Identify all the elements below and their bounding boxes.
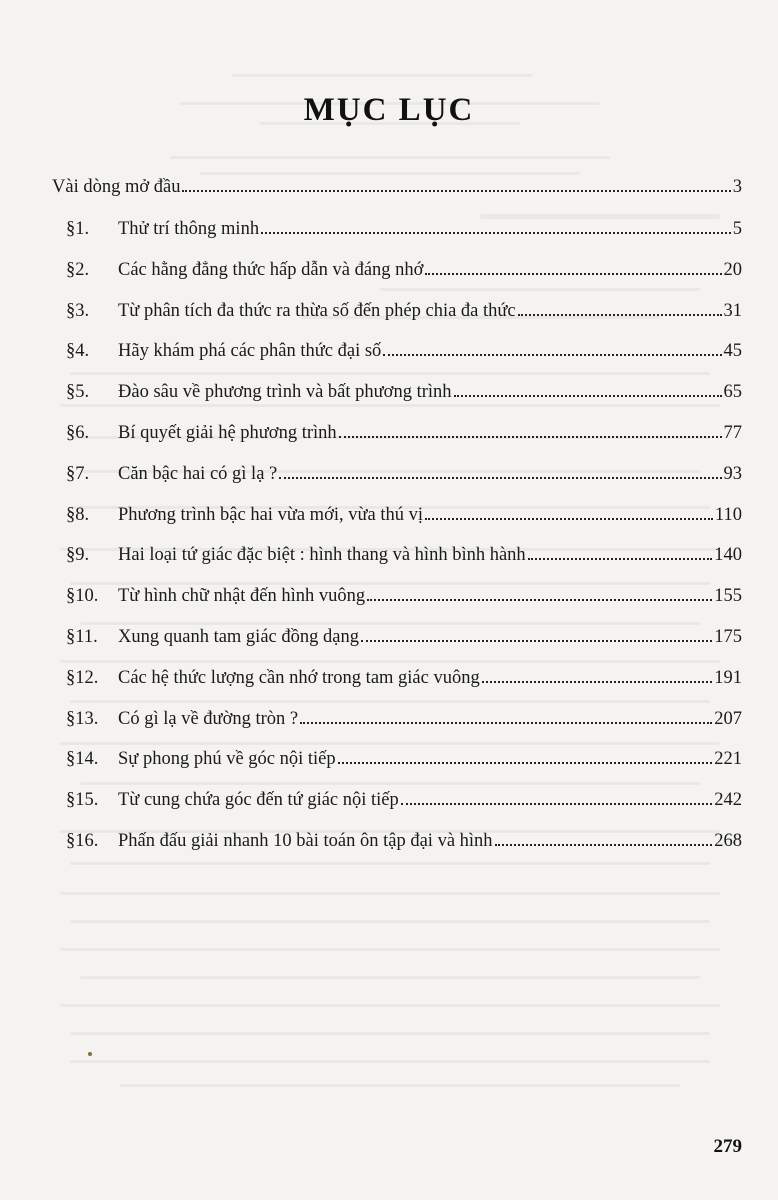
toc-entry-number: §8. — [66, 504, 90, 525]
dot-leader — [425, 272, 721, 275]
toc-entry-label: Hãy khám phá các phân thức đại số — [118, 341, 382, 362]
toc-entry-number: §6. — [66, 422, 90, 443]
toc-entry — [52, 582, 742, 623]
toc-entry-label: Vài dòng mở đầu — [52, 177, 181, 197]
toc-entry-number: §9. — [66, 545, 90, 566]
toc-entry-page: 191 — [714, 667, 742, 688]
toc-entry-label: Từ phân tích đa thức ra thừa số đến phép chia đa thức — [118, 300, 516, 321]
toc-entry-page: 175 — [714, 626, 742, 647]
toc-entry — [52, 745, 742, 786]
toc-entry-page: 31 — [723, 300, 742, 321]
dot-leader — [528, 557, 713, 560]
toc-entry-label: Từ hình chữ nhật đến hình vuông — [118, 586, 366, 607]
toc-entry-page: 45 — [723, 341, 742, 362]
table-of-contents — [52, 173, 742, 868]
toc-entry — [52, 378, 742, 419]
toc-entry-page: 93 — [723, 463, 742, 484]
toc-entry-label: Bí quyết giải hệ phương trình — [118, 422, 337, 443]
toc-entry-number: §7. — [66, 463, 90, 484]
toc-entry-number: §11. — [66, 626, 98, 647]
toc-entry-number: §12. — [66, 667, 99, 688]
toc-entry — [52, 256, 742, 297]
toc-entry-page: 140 — [714, 545, 742, 566]
toc-entry-page: 155 — [714, 586, 742, 607]
page-title: MỤC LỤC — [303, 92, 475, 128]
dot-leader — [495, 843, 713, 846]
toc-entry-label: Các hằng đẳng thức hấp dẫn và đáng nhớ — [118, 259, 424, 280]
dot-leader — [182, 189, 730, 192]
toc-entry-number: §15. — [66, 790, 99, 811]
toc-entry-number: §14. — [66, 749, 99, 770]
toc-entry — [52, 541, 742, 582]
dot-leader — [339, 435, 722, 438]
toc-entry-label: Hai loại tứ giác đặc biệt : hình thang và hình bình hành — [118, 545, 526, 566]
dot-leader — [367, 598, 712, 601]
toc-entry-number: §1. — [66, 219, 90, 239]
toc-entry-page: 207 — [714, 708, 742, 729]
toc-entry — [52, 827, 742, 868]
dot-leader — [338, 761, 713, 764]
toc-entry — [52, 705, 742, 746]
toc-entry-page: 221 — [714, 749, 742, 770]
toc-entry-label: Căn bậc hai có gì lạ ? — [118, 463, 278, 484]
toc-entry — [52, 297, 742, 338]
toc-entry-label: Từ cung chứa góc đến tứ giác nội tiếp — [118, 790, 399, 811]
toc-entry-label: Sự phong phú về góc nội tiếp — [118, 749, 336, 770]
dot-leader — [482, 680, 713, 683]
dot-leader — [261, 231, 731, 234]
toc-entry — [52, 786, 742, 827]
dot-leader — [454, 394, 722, 397]
toc-entry — [52, 419, 742, 460]
dot-leader — [361, 639, 712, 642]
dot-leader — [518, 313, 722, 316]
toc-entry-intro — [52, 173, 742, 215]
dot-leader — [401, 802, 712, 805]
toc-entry-page: 20 — [723, 259, 742, 280]
toc-entry-page: 65 — [723, 382, 742, 403]
paper-speck — [88, 1052, 92, 1056]
toc-entry-label: Các hệ thức lượng cần nhớ trong tam giác vuông — [118, 667, 480, 688]
dot-leader — [425, 517, 713, 520]
toc-entry-page: 77 — [723, 422, 742, 443]
toc-entry-number: §4. — [66, 341, 90, 362]
toc-entry — [52, 501, 742, 542]
toc-entry-label: Đào sâu về phương trình và bất phương trình — [118, 382, 452, 403]
dot-leader — [300, 721, 712, 724]
toc-entry — [52, 623, 742, 664]
toc-entry-label: Phương trình bậc hai vừa mới, vừa thú vị — [118, 504, 424, 525]
dot-leader — [383, 353, 721, 356]
toc-entry-label: Xung quanh tam giác đồng dạng — [118, 626, 359, 647]
page-number: 279 — [713, 1136, 742, 1157]
toc-entry-number: §5. — [66, 382, 90, 403]
toc-entry-label: Thử trí thông minh — [118, 219, 260, 239]
toc-entry-page: 3 — [732, 177, 742, 197]
toc-entry — [52, 215, 742, 256]
toc-entry-number: §3. — [66, 300, 90, 321]
toc-entry — [52, 460, 742, 501]
toc-entry-number: §16. — [66, 830, 99, 851]
toc-entry-page: 5 — [732, 219, 742, 239]
toc-entry — [52, 337, 742, 378]
toc-entry-page: 242 — [714, 790, 742, 811]
toc-entry-page: 110 — [714, 504, 742, 525]
toc-entry-page: 268 — [714, 830, 742, 851]
toc-entry — [52, 664, 742, 705]
toc-entry-label: Có gì lạ về đường tròn ? — [118, 708, 299, 729]
toc-entry-number: §2. — [66, 259, 90, 280]
dot-leader — [279, 476, 721, 479]
toc-entry-label: Phấn đấu giải nhanh 10 bài toán ôn tập đại và hình — [118, 830, 493, 851]
toc-entry-number: §13. — [66, 708, 99, 729]
toc-entry-number: §10. — [66, 586, 99, 607]
